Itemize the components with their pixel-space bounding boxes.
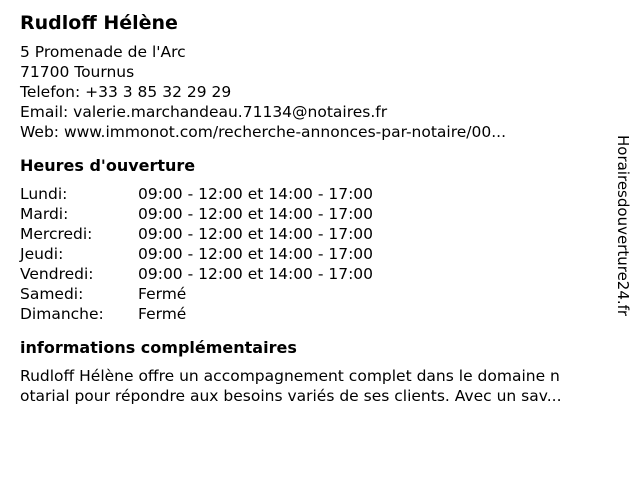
address-line-2: 71700 Tournus <box>20 63 135 81</box>
hours-row-saturday <box>20 284 630 304</box>
hours-row-tuesday <box>20 204 630 224</box>
additional-info-line-1: Rudloff Hélène offre un accompagnement complet dans le domaine n <box>20 367 560 385</box>
hours-row-wednesday <box>20 224 630 244</box>
time-range: Fermé <box>138 285 187 303</box>
website-link[interactable]: Web: www.immonot.com/recherche-annonces-par-notaire/00... <box>20 123 507 141</box>
day-label: Samedi: <box>20 285 84 303</box>
address-line-1: 5 Promenade de l'Arc <box>20 43 186 61</box>
day-label: Dimanche: <box>20 305 104 323</box>
email-address[interactable]: Email: valerie.marchandeau.71134@notaires.fr <box>20 103 388 121</box>
phone-number[interactable]: Telefon: +33 3 85 32 29 29 <box>20 83 232 101</box>
day-label: Mardi: <box>20 205 69 223</box>
hours-row-monday <box>20 184 630 204</box>
opening-hours-title: Heures d'ouverture <box>20 156 196 175</box>
hours-row-sunday <box>20 304 630 324</box>
day-label: Jeudi: <box>20 245 64 263</box>
day-label: Vendredi: <box>20 265 94 283</box>
time-range: 09:00 - 12:00 et 14:00 - 17:00 <box>138 185 374 203</box>
time-range: Fermé <box>138 305 187 323</box>
time-range: 09:00 - 12:00 et 14:00 - 17:00 <box>138 245 374 263</box>
business-card <box>20 10 630 406</box>
time-range: 09:00 - 12:00 et 14:00 - 17:00 <box>138 265 374 283</box>
opening-hours-table <box>20 184 630 324</box>
business-name: Rudloff Hélène <box>20 12 178 34</box>
time-range: 09:00 - 12:00 et 14:00 - 17:00 <box>138 225 374 243</box>
time-range: 09:00 - 12:00 et 14:00 - 17:00 <box>138 205 374 223</box>
hours-row-friday <box>20 264 630 284</box>
additional-info-line-2: otarial pour répondre aux besoins variés de ses clients. Avec un sav... <box>20 387 562 405</box>
day-label: Lundi: <box>20 185 68 203</box>
additional-info-title: informations complémentaires <box>20 338 297 357</box>
day-label: Mercredi: <box>20 225 93 243</box>
site-watermark-label: Horairesdouverture24.fr <box>614 135 632 317</box>
hours-row-thursday <box>20 244 630 264</box>
